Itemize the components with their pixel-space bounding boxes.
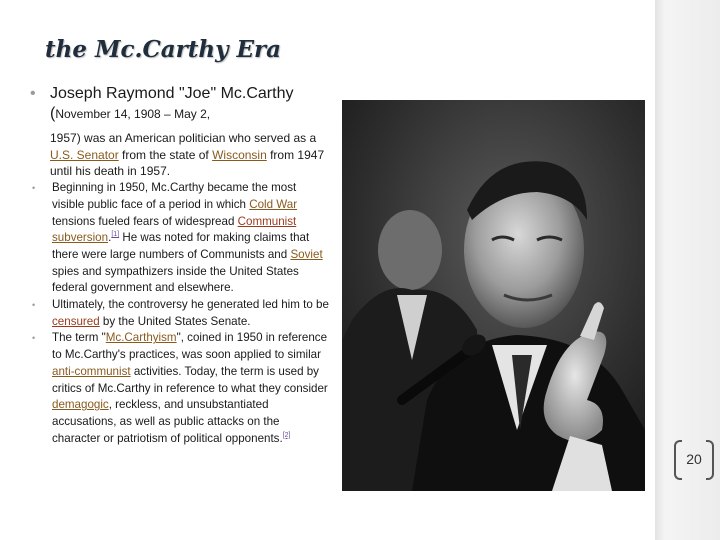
mccarthyism-text-2: ", coined in 1950 in reference to Mc.Carthy's practices, was soon applied to similar [52,331,328,362]
page-number-badge [674,440,714,480]
bullet-dot-icon: • [30,85,36,102]
cold-war-text-6: spies and sympathizers inside the United States federal government and elsewhere. [52,264,299,295]
link-communist[interactable]: Communist [237,214,297,228]
link-soviet[interactable]: Soviet [290,247,323,261]
link-censured[interactable]: censured [52,314,100,328]
mccarthy-photo [342,100,645,491]
intro-continuation [50,130,330,180]
intro-dates-text: November 14, 1908 – May 2, [55,107,211,121]
right-bracket-icon [706,440,714,480]
censure-text-1: Ultimately, the controversy he generated led him to be [52,298,329,312]
cold-war-text-4: . [108,231,112,245]
intro-text-2: from the state of [118,147,213,162]
link-cold-war[interactable]: Cold War [249,197,298,211]
cold-war-text-2: tensions fueled fears of widespread [52,214,238,228]
citation-2[interactable]: [2] [282,431,291,439]
bullet-dot-icon: • [32,183,36,194]
cold-war-text-1: Beginning in 1950, Mc.Carthy became the most visible public face of a period in which [52,181,297,211]
slide-body [30,84,330,447]
link-us-senator[interactable]: U.S. Senator [50,147,119,162]
link-demagogic[interactable]: demagogic [52,398,109,412]
bullet-dot-icon: • [32,333,36,344]
censure-text-2: by the United States Senate. [99,314,251,328]
photo-illustration [342,100,645,491]
intro-text-1: 1957) was an American politician who served as a [50,131,317,145]
mccarthyism-text-3: activities. Today, the term is used by critics of Mc.Carthy in reference to what they consider [52,364,328,395]
intro-heading-text: Joseph Raymond "Joe" Mc.Carthy ( [50,85,294,122]
mccarthyism-text-1: The term " [52,331,106,345]
bullet-item-mccarthyism [30,330,330,447]
bullet-item-cold-war [30,180,330,297]
cold-war-text-5: He was noted for making claims that there were large numbers of Communists and [52,231,310,261]
slide-title: the Mc.Carthy Era [45,36,282,63]
link-subversion[interactable]: subversion [52,231,109,245]
citation-1[interactable]: [1] [111,231,120,239]
intro-text-3: from 1947 until his death in 1957. [50,147,325,179]
link-mccarthyism[interactable]: Mc.Carthyism [105,331,177,345]
bullet-item-intro [30,84,330,180]
page-number: 20 [686,451,702,467]
bullet-dot-icon: • [32,300,36,311]
link-wisconsin[interactable]: Wisconsin [212,147,267,162]
mccarthyism-text-4: , reckless, and unsubstantiated accusations, as well as public attacks on the character or patriotism of political opponents. [52,398,283,445]
link-anti-communist[interactable]: anti-communist [52,364,131,378]
bullet-item-censure [30,297,330,330]
